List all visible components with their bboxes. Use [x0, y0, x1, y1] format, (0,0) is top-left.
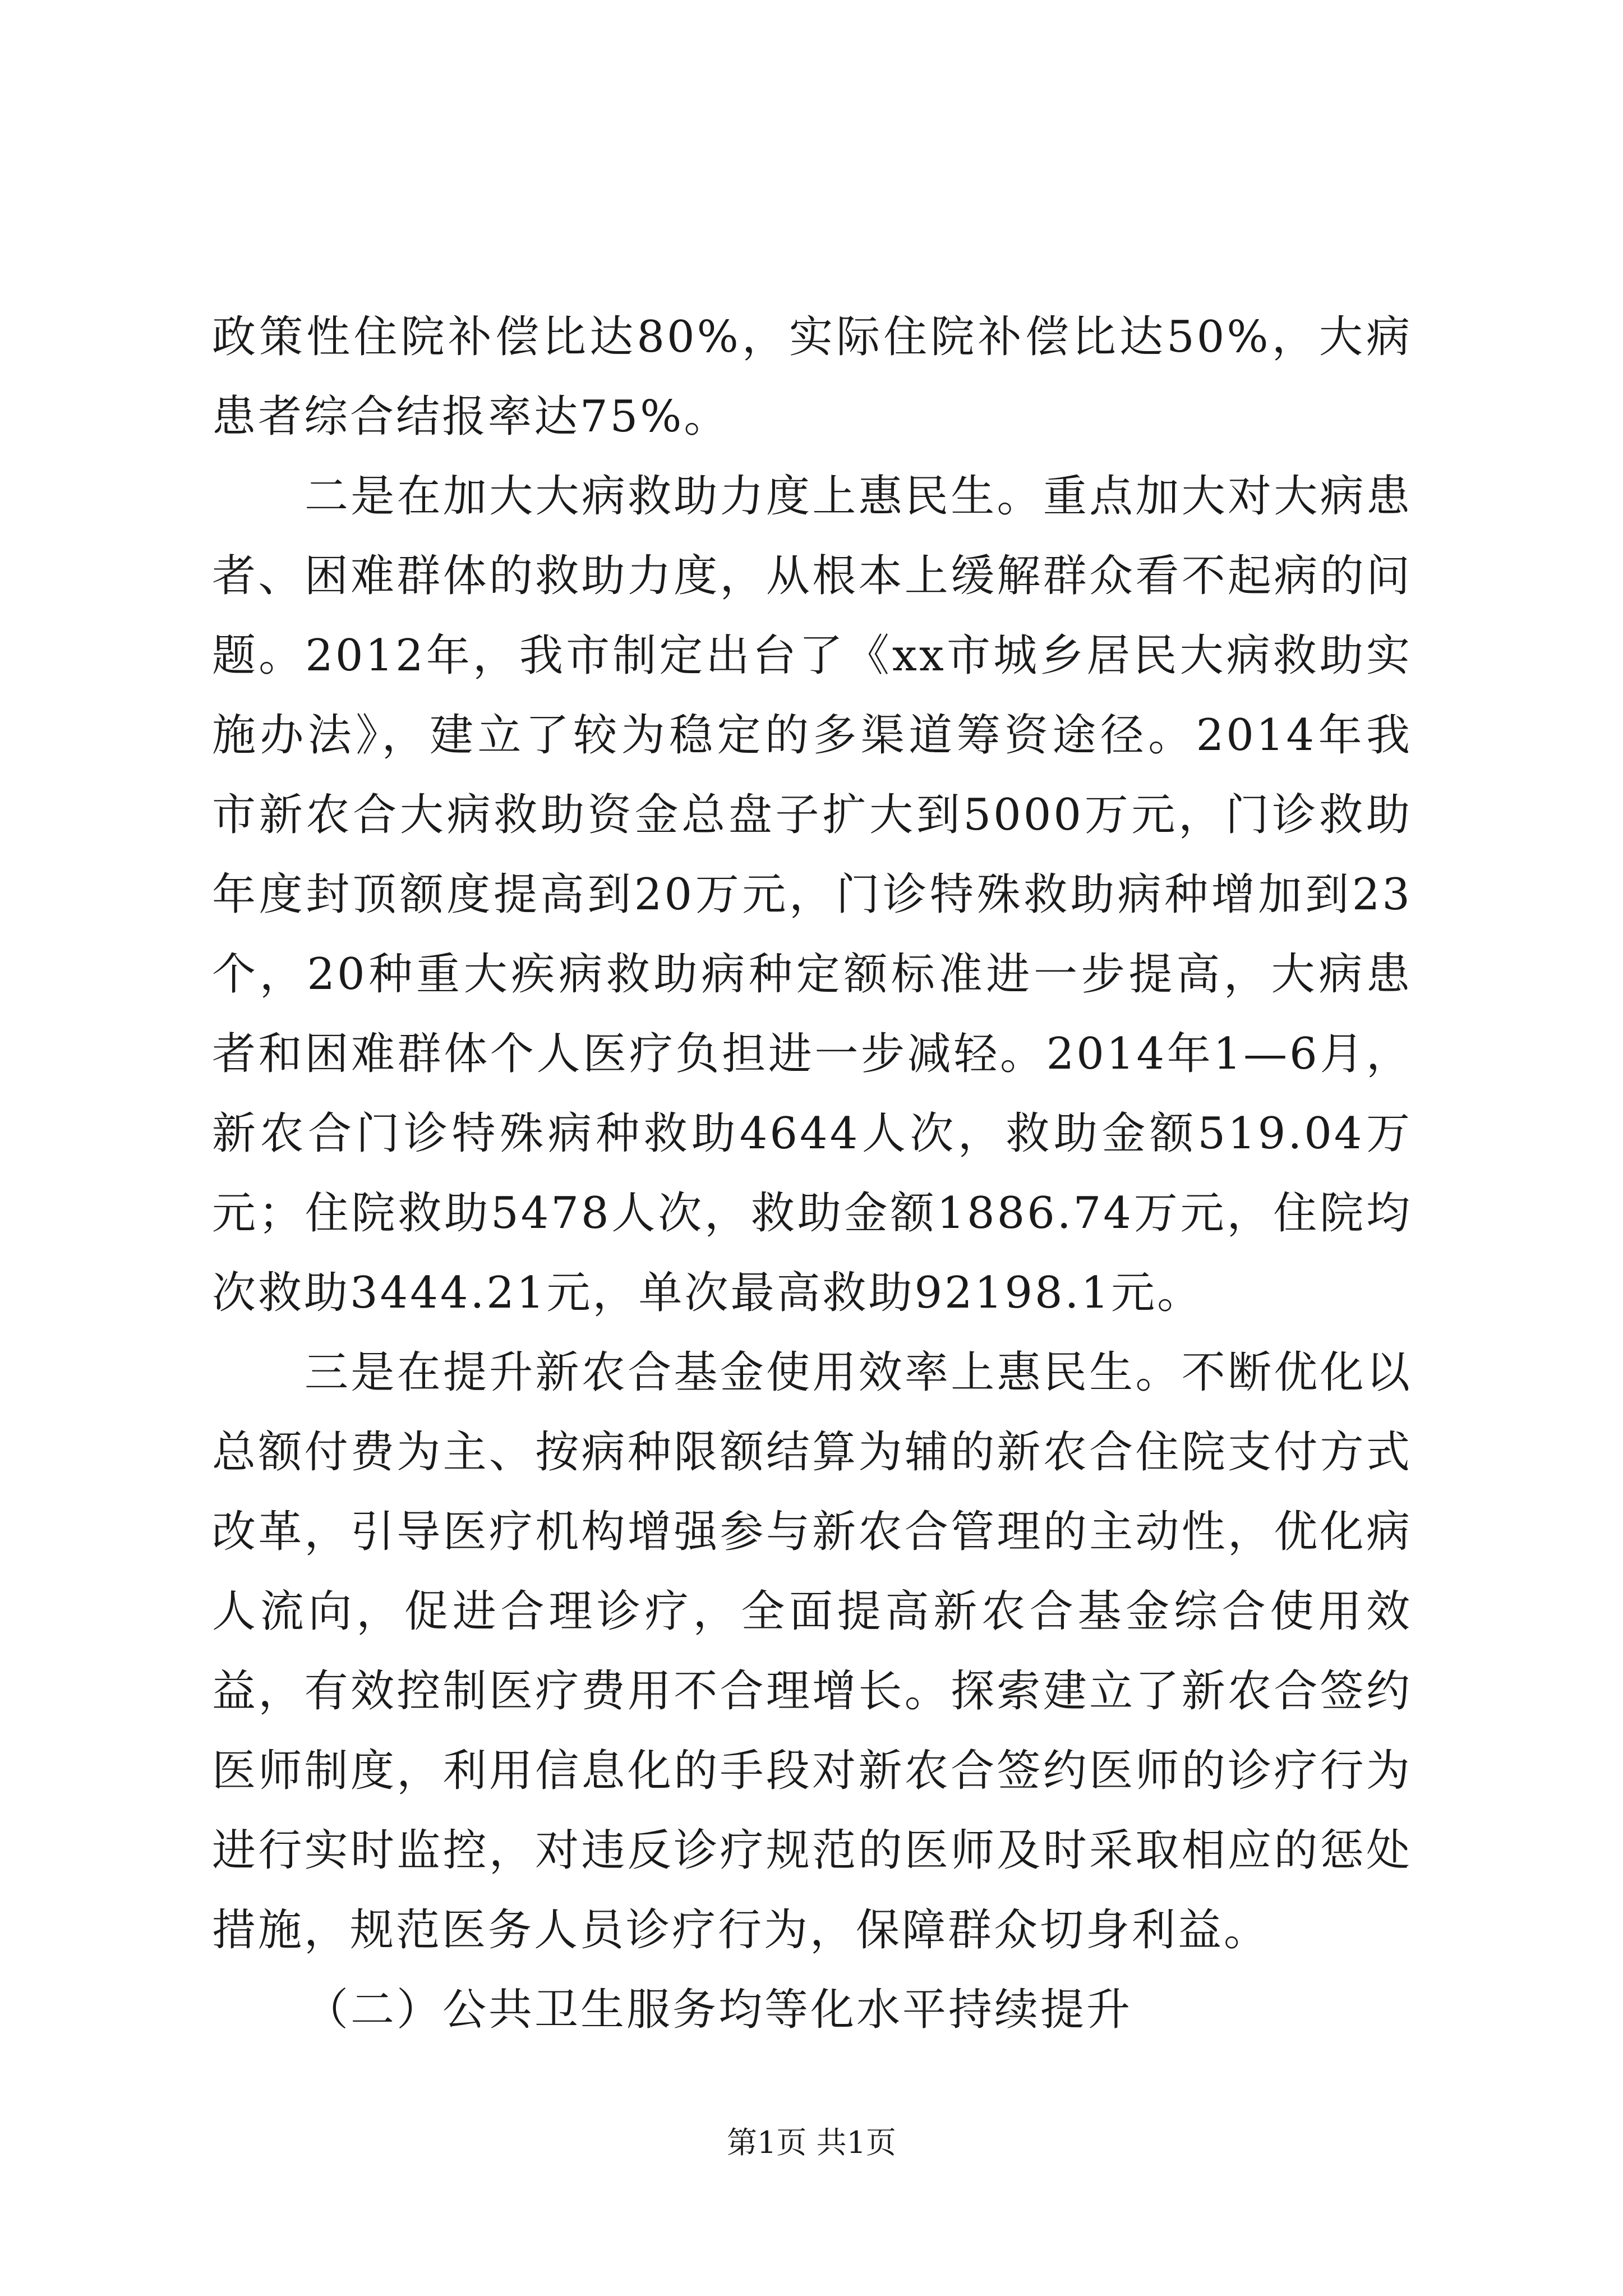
section-heading: （二）公共卫生服务均等化水平持续提升	[305, 1985, 1133, 2035]
paragraph-major-illness-aid: 二是在加大大病救助力度上惠民生。重点加大对大病患者、困难群体的救助力度，从根本上缓解群众看不起病的问题。2012年，我市制定出台了《xx市城乡居民大病救助实施办法》，建立了较为稳定的多渠道筹资途径。2014年我市新农合大病救助资金总盘子扩大到5000万元，门诊救助年度封顶额度提高到20万元，门诊特殊救助病种增加到23个，20种重大疾病救助病种定额标准进一步提高，大病患者和困难群体个人医疗负担进一步减轻。2014年1—6月，新农合门诊特殊病种救助4644人次，救助金额519.04万元；住院救助5478人次，救助金额1886.74万元，住院均次救助3444.21元，单次最高救助92198.1元。	[212, 471, 1412, 1318]
paragraph-compensation-ratio: 政策性住院补偿比达80%，实际住院补偿比达50%，大病患者综合结报率达75%。	[212, 312, 1412, 442]
paragraph-fund-efficiency: 三是在提升新农合基金使用效率上惠民生。不断优化以总额付费为主、按病种限额结算为辅的新农合住院支付方式改革，引导医疗机构增强参与新农合管理的主动性，优化病人流向，促进合理诊疗，全面提高新农合基金综合使用效益，有效控制医疗费用不合理增长。探索建立了新农合签约医师制度，利用信息化的手段对新农合签约医师的诊疗行为进行实时监控，对违反诊疗规范的医师及时采取相应的惩处措施，规范医务人员诊疗行为，保障群众切身利益。	[212, 1347, 1412, 1955]
document-body	[212, 297, 1412, 2050]
page-footer: 第1页 共1页	[727, 2125, 896, 2160]
